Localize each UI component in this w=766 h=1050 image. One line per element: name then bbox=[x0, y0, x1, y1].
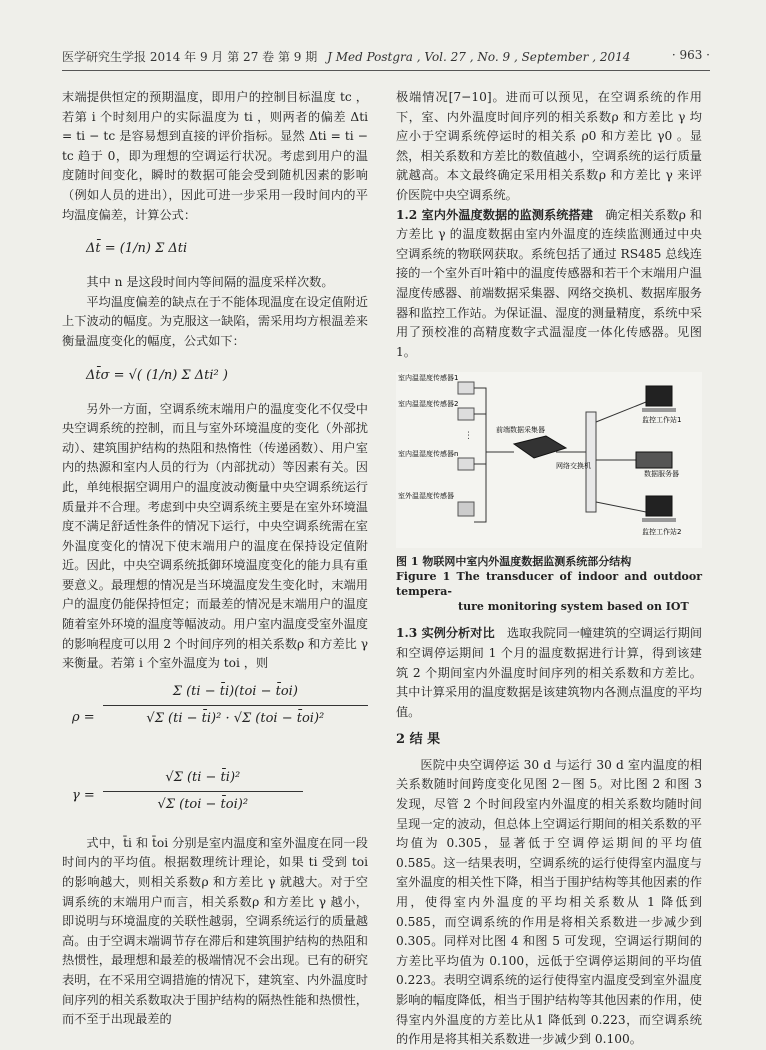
caption-en-1: Figure 1 The transducer of indoor and outdoor tempera- bbox=[396, 570, 702, 599]
caption-cn: 图 1 物联网中室内外温度数据监测系统部分结构 bbox=[396, 555, 632, 569]
workstation-1-label: 监控工作站1 bbox=[642, 416, 682, 425]
section-2-title: 2 结 果 bbox=[396, 732, 441, 748]
formula-mean-deviation: Δt̄ = (1/n) Σ Δti bbox=[86, 241, 188, 257]
section-1-2-body: 确定相关系数ρ 和方差比 γ 的温度数据由室内外温度的连续监测通过中央空调系统的物联网获取。系统包括了通过 RS485 总线连接的一个室外百叶箱中的温度传感器和若干个末端用户温湿度传感器、前端数据采集器、网络交换机、数据库服务器和监控工作站。为保证温、湿度的测量精度，系统中采用了预校准的高精度数字式温湿度一体化传感器。见图 1。 bbox=[396, 207, 702, 359]
section-1-3 bbox=[396, 624, 702, 722]
db-server-label: 数据服务器 bbox=[644, 470, 679, 479]
formula-variance-denominator: √Σ (toi − t̄oi)² bbox=[157, 796, 249, 812]
sensor-outdoor-label: 室外温湿度传感器 bbox=[398, 492, 454, 501]
para-left-5: 式中，t̄i 和 t̄oi 分别是室内温度和室外温度在同一段时间内的平均值。根据数理统计理论，如果 ti 受到 toi 的影响越大，则相关系数ρ 和方差比 γ 就越大。对于空调系统的末端用户而言，相关系数ρ 和方差比 γ 越小，即说明与环境温度的关联性越弱，空调系统运行的质量越高。由于空调末端调节存在滞后和建筑围护结构的热阻和热惯性，最理想和最差的极端情况不会出现。已有的研究表明，在不采用空调措施的情况下，建筑室、内外温度时间序列的相关系数取决于围护结构的隔热性能和热惯性，而不至于出现最差的 bbox=[62, 835, 368, 1027]
figure-1-caption bbox=[396, 554, 702, 614]
header-rule bbox=[62, 70, 710, 71]
left-column bbox=[62, 88, 368, 1030]
section-1-3-title: 1.3 实例分析对比 bbox=[396, 626, 495, 641]
sensor-1-label: 室内温湿度传感器1 bbox=[398, 374, 459, 383]
right-column bbox=[396, 88, 702, 1050]
switch-label: 网络交换机 bbox=[556, 462, 591, 471]
section-2-body: 医院中央空调停运 30 d 与运行 30 d 室内温度的相关系数随时间跨度变化见图 2－图 5。对比图 2 和图 3 发现，尽管 2 个时间段室内外温度的相关系数均随时间呈现一定的波动，但总体上空调运行期间的相关系数的平均值为 0.305，显著低于空调停运期间的平均值 0.585。这一结果表明，空调系统的运行使得室内温度与室外温度的相关性下降，相当于围护结构等其他因素的作用，使得室内外温度的平均相关系数从 1 降低到 0.585，而空调系统的作用是将相关系数进一步减少到0.305。同样对比图 4 和图 5 可发现，空调运行期间的方差比平均值为 0.100，远低于空调停运期间的平均值 0.223。表明空调系统的运行使得室内温度受到室外温度影响的幅度降低，相当于围护结构等其他因素的作用，使得室内外温度的方差比从1 降低到 0.223，而空调系统的作用是将其相关系数进一步减少到 0.100。 bbox=[396, 757, 702, 1047]
formula-rms-deviation: Δt̄σ = √( (1/n) Σ Δti² ) bbox=[86, 367, 228, 383]
formula-correlation-numerator: Σ (ti − t̄i)(toi − t̄oi) bbox=[172, 683, 298, 699]
sensor-n-label: 室内温湿度传感器n bbox=[398, 450, 459, 459]
figure-1-diagram bbox=[396, 372, 702, 548]
formula-correlation: ρ = Σ (ti − t̄i)(toi − t̄oi) √Σ (ti − t̄i)² · √Σ (toi − t̄oi)² bbox=[72, 682, 368, 760]
journal-cn: 医学研究生学报 2014 年 9 月 第 27 卷 第 9 期 bbox=[62, 50, 318, 64]
formula-variance-ratio: γ = √Σ (ti − t̄i)² √Σ (toi − t̄oi)² bbox=[72, 768, 368, 828]
collector-label: 前端数据采集器 bbox=[496, 426, 545, 435]
running-header bbox=[62, 48, 710, 65]
section-1-2-title: 1.2 室内外温度数据的监测系统搭建 bbox=[396, 207, 593, 222]
para-left-1: 末端提供恒定的预期温度，即用户的控制目标温度 tc ，若第 i 个时刻用户的实际温度为 ti ，则两者的偏差 Δti = ti − tc 是容易想到直接的评价指标。显然 Δti = ti − tc 趋于 0，即为理想的空调运行状况。考虑到用户的温度随时间变化，瞬时的数据可能会受到随机因素的影响（例如人员的进出），因此可进一步采用一段时间内的平均温度偏差，计算公式： bbox=[62, 90, 368, 222]
page-number: · 963 · bbox=[671, 48, 710, 62]
para-left-2: 其中 n 是这段时间内等间隔的温度采样次数。 bbox=[86, 275, 334, 290]
section-1-3-body: 选取我院同一幢建筑的空调运行期间和空调停运期间 1 个月的温度数据进行计算，得到该建筑 2 个期间室内外温度时间序列的相关系数和方差比。其中计算采用的温度数据是该建筑物内各测点温度的平均值。 bbox=[396, 626, 703, 719]
formula-variance-numerator: √Σ (ti − t̄i)² bbox=[165, 769, 241, 785]
para-left-3: 平均温度偏差的缺点在于不能体现温度在设定值附近上下波动的幅度。为克服这一缺陷，需采用均方根温差来衡量温度变化的幅度，公式如下： bbox=[62, 294, 368, 348]
sensor-2-label: 室内温湿度传感器2 bbox=[398, 400, 459, 409]
system-diagram-svg bbox=[396, 372, 702, 548]
workstation-2-label: 监控工作站2 bbox=[642, 528, 682, 537]
journal-en: J Med Postgra , Vol. 27 , No. 9 , September , 2014 bbox=[327, 50, 631, 64]
para-left-4: 另外一方面，空调系统末端用户的温度变化不仅受中央空调系统的控制，而且与室外环境温度的变化（外部扰动）、建筑围护结构的热阻和热惰性（传递函数）、用户室内的热源和室内人员的行为（内部扰动）等因素有关。因此，单纯根据空调用户的温度波动衡量中央空调系统运行质量并不合理。考虑到中央空调系统主要是在室外环境温度不满足舒适性条件的情况下运行，中央空调系统需在室外温度变化的情况下使末端用户的温度在保持设定值附近。因此，中央空调系统抵御环境温度变化的能力具有重要意义。最理想的情况是当环境温度发生变化时，末端用户的温度仍能保持恒定；而最差的情况是末端用户的温度随着室外环境的温度等幅波动。用户室内温度受室外温度的影响程度可以用 2 个时间序列的相关系数ρ 和方差比 γ 来衡量。若第 i 个室外温度为 toi ，则 bbox=[62, 401, 368, 671]
caption-en-2: ture monitoring system based on IOT bbox=[458, 600, 689, 614]
para-right-1: 极端情况[7−10]。进而可以预见，在空调系统的作用下，室、内外温度时间序列的相关系数ρ 和方差比 γ 均应小于空调系统停运时的相关系 ρ0 和方差比 γ0 。显然，相关系数和方差比的数值越小，空调系统的运行质量就越高。本文最终确定采用相关系数ρ 和方差比 γ 来评价医院中央空调系统。 bbox=[396, 90, 702, 202]
section-1-2 bbox=[396, 206, 702, 363]
svg-text:⋮: ⋮ bbox=[464, 431, 473, 442]
formula-correlation-denominator: √Σ (ti − t̄i)² · √Σ (toi − t̄oi)² bbox=[146, 710, 325, 726]
